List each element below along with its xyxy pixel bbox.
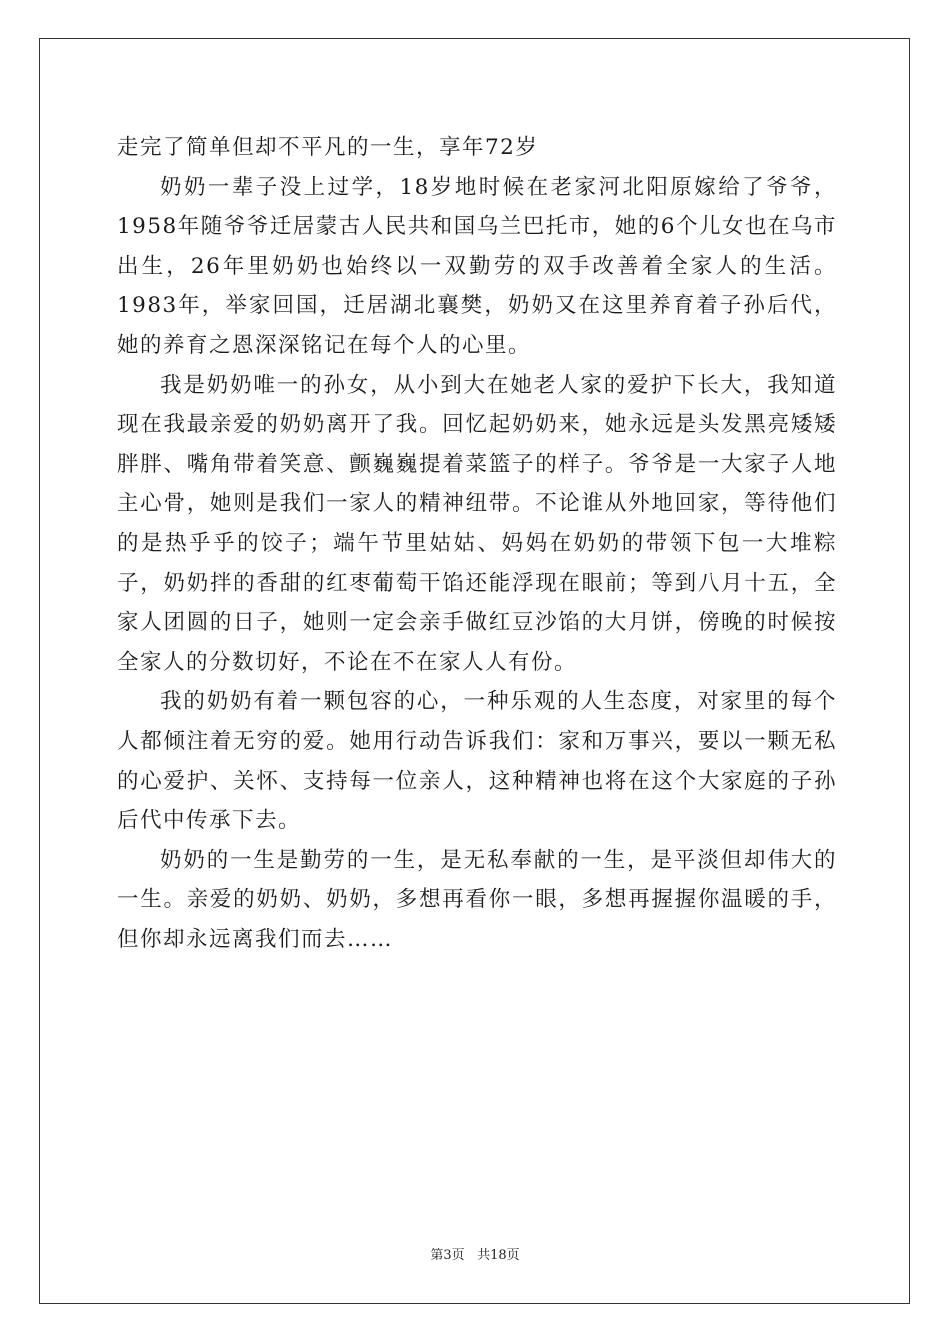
paragraph-character: 我的奶奶有着一颗包容的心，一种乐观的人生态度，对家里的每个人都倾注着无穷的爱。她用行动告诉我们：家和万事兴，要以一颗无私的心爱护、关怀、支持每一位亲人，这种精神也将在这个大家庭的子孙后代中传承下去。 [117,689,837,834]
page-total: 共18页 [477,1248,520,1263]
paragraph-memories: 我是奶奶唯一的孙女，从小到大在她老人家的爱护下长大，我知道现在我最亲爱的奶奶离开了我。回忆起奶奶来，她永远是头发黑亮矮矮胖胖、嘴角带着笑意、颤巍巍提着菜篮子的样子。爷爷是一大家子人地主心骨，她则是我们一家人的精神纽带。不论谁从外地回家，等待他们的是热乎乎的饺子；端午节里姑姑、妈妈在奶奶的带领下包一大堆粽子，奶奶拌的香甜的红枣葡萄干馅还能浮现在眼前；等到八月十五，全家人团圆的日子，她则一定会亲手做红豆沙馅的大月饼，傍晚的时候按全家人的分数切好，不论在不在家人人有份。 [117,372,837,675]
document-body [117,128,837,959]
paragraph-closing: 奶奶的一生是勤劳的一生，是无私奉献的一生，是平淡但却伟大的一生。亲爱的奶奶、奶奶，多想再看你一眼，多想再握握你温暖的手，但你却永远离我们而去…… [117,847,837,952]
paragraph-continuation: 走完了简单但却不平凡的一生，享年72岁 [117,135,539,160]
page-number: 第3页 [430,1248,465,1263]
page-footer [0,1247,950,1265]
paragraph-early-life: 奶奶一辈子没上过学，18岁地时候在老家河北阳原嫁给了爷爷，1958年随爷爷迁居蒙古人民共和国乌兰巴托市，她的6个儿女也在乌市出生，26年里奶奶也始终以一双勤劳的双手改善着全家人的生活。1983年，举家回国，迁居湖北襄樊，奶奶又在这里养育着子孙后代，她的养育之恩深深铭记在每个人的心里。 [117,174,837,358]
